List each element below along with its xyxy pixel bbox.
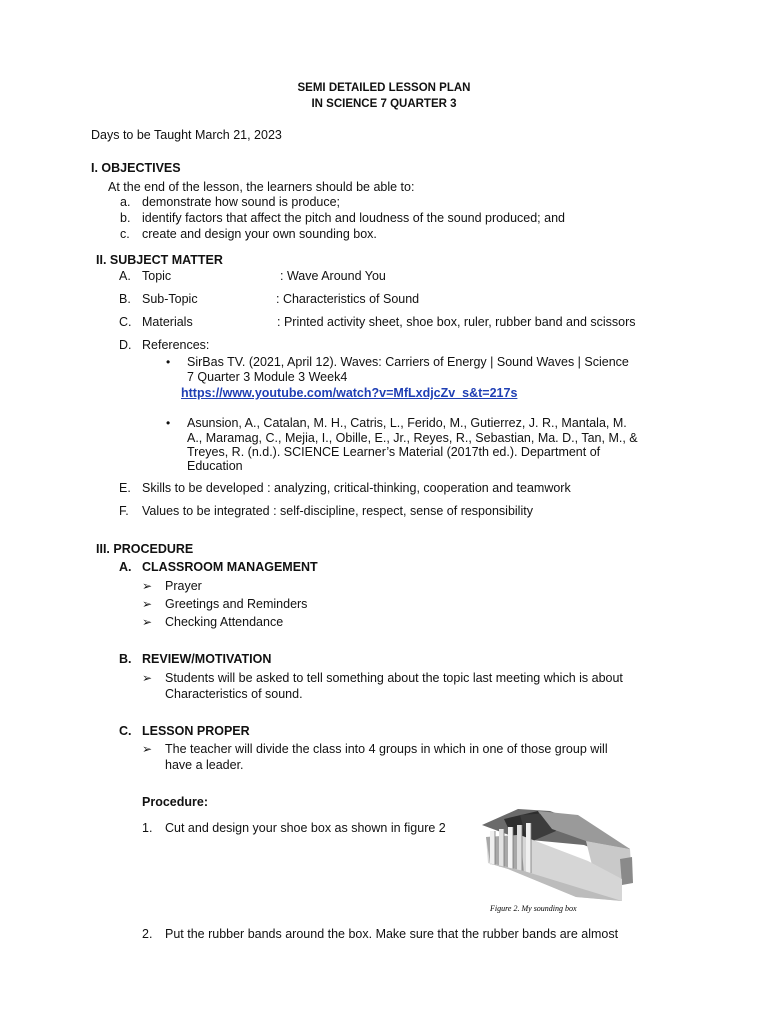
- classroom-arrow-3: ➢: [142, 615, 153, 629]
- classroom-item-greetings: Greetings and Reminders: [165, 597, 308, 611]
- title-line-2: IN SCIENCE 7 QUARTER 3: [311, 98, 457, 110]
- topic-value: : Wave Around You: [280, 269, 386, 283]
- sounding-box-figure: [480, 805, 636, 915]
- procedure-heading: III. PROCEDURE: [96, 542, 194, 556]
- lesson-marker: C.: [119, 724, 132, 738]
- objectives-intro: At the end of the lesson, the learners should be able to:: [108, 180, 415, 194]
- objectives-heading: I. OBJECTIVES: [91, 161, 181, 175]
- procedure-label: Procedure:: [142, 795, 208, 809]
- shoe-box-illustration: [480, 805, 636, 915]
- materials-value: : Printed activity sheet, shoe box, ruler, rubber band and scissors: [277, 315, 636, 329]
- classroom-item-prayer: Prayer: [165, 579, 202, 593]
- review-marker: B.: [119, 652, 132, 666]
- step-1-marker: 1.: [142, 821, 153, 835]
- classroom-marker: A.: [119, 560, 132, 574]
- classroom-item-attendance: Checking Attendance: [165, 615, 284, 629]
- subject-matter-heading: II. SUBJECT MATTER: [96, 253, 223, 267]
- materials-marker: C.: [119, 315, 132, 329]
- reference-1-line-2: 7 Quarter 3 Module 3 Week4: [187, 370, 348, 384]
- objective-marker-c: c.: [120, 227, 130, 241]
- lesson-heading: LESSON PROPER: [142, 724, 250, 738]
- reference-1-line-1: SirBas TV. (2021, April 12). Waves: Carriers of Energy | Sound Waves | Science: [187, 355, 629, 369]
- reference-bullet-2: •: [166, 416, 171, 430]
- reference-2-line-4: Education: [187, 459, 243, 473]
- skills-text: Skills to be developed : analyzing, critical-thinking, cooperation and teamwork: [142, 481, 571, 495]
- classroom-heading: CLASSROOM MANAGEMENT: [142, 560, 318, 574]
- topic-marker: A.: [119, 269, 131, 283]
- values-marker: F.: [119, 504, 129, 518]
- lesson-line-1: The teacher will divide the class into 4 groups in which in one of those group will: [165, 742, 608, 756]
- subtopic-value: : Characteristics of Sound: [276, 292, 420, 306]
- reference-bullet-1: •: [166, 355, 171, 369]
- lesson-arrow: ➢: [142, 742, 153, 756]
- topic-label: Topic: [142, 269, 172, 283]
- objective-item-b: identify factors that affect the pitch and loudness of the sound produced; and: [142, 211, 565, 225]
- classroom-arrow-2: ➢: [142, 597, 153, 611]
- subtopic-label: Sub-Topic: [142, 292, 198, 306]
- values-text: Values to be integrated : self-discipline, respect, sense of responsibility: [142, 504, 533, 518]
- reference-2-line-2: A., Maramag, C., Mejia, I., Obille, E., Jr., Reyes, R., Sebastian, Ma. D., Tan, M., &: [187, 431, 638, 445]
- classroom-arrow-1: ➢: [142, 579, 153, 593]
- step-2-marker: 2.: [142, 927, 153, 941]
- reference-1-link[interactable]: https://www.youtube.com/watch?v=MfLxdjcZv_s&t=217s: [181, 386, 518, 400]
- references-label: References:: [142, 338, 210, 352]
- objective-marker-a: a.: [120, 195, 131, 209]
- review-line-1: Students will be asked to tell something about the topic last meeting which is about: [165, 671, 623, 685]
- objective-item-c: create and design your own sounding box.: [142, 227, 377, 241]
- objective-marker-b: b.: [120, 211, 131, 225]
- materials-label: Materials: [142, 315, 193, 329]
- days-taught: Days to be Taught March 21, 2023: [91, 128, 282, 142]
- references-marker: D.: [119, 338, 132, 352]
- reference-2-line-3: Treyes, R. (n.d.). SCIENCE Learner’s Material (2017th ed.). Department of: [187, 445, 601, 459]
- review-line-2: Characteristics of sound.: [165, 687, 303, 701]
- lesson-line-2: have a leader.: [165, 758, 244, 772]
- skills-marker: E.: [119, 481, 131, 495]
- objective-item-a: demonstrate how sound is produce;: [142, 195, 341, 209]
- step-2-text: Put the rubber bands around the box. Make sure that the rubber bands are almost: [165, 927, 619, 941]
- review-arrow: ➢: [142, 671, 153, 685]
- review-heading: REVIEW/MOTIVATION: [142, 652, 272, 666]
- reference-2-line-1: Asunsion, A., Catalan, M. H., Catris, L., Ferido, M., Gutierrez, J. R., Mantala, M.: [187, 416, 627, 430]
- step-1-text: Cut and design your shoe box as shown in figure 2: [165, 821, 446, 835]
- title-line-1: SEMI DETAILED LESSON PLAN: [297, 82, 471, 94]
- subtopic-marker: B.: [119, 292, 131, 306]
- figure-caption: Figure 2. My sounding box: [490, 904, 577, 913]
